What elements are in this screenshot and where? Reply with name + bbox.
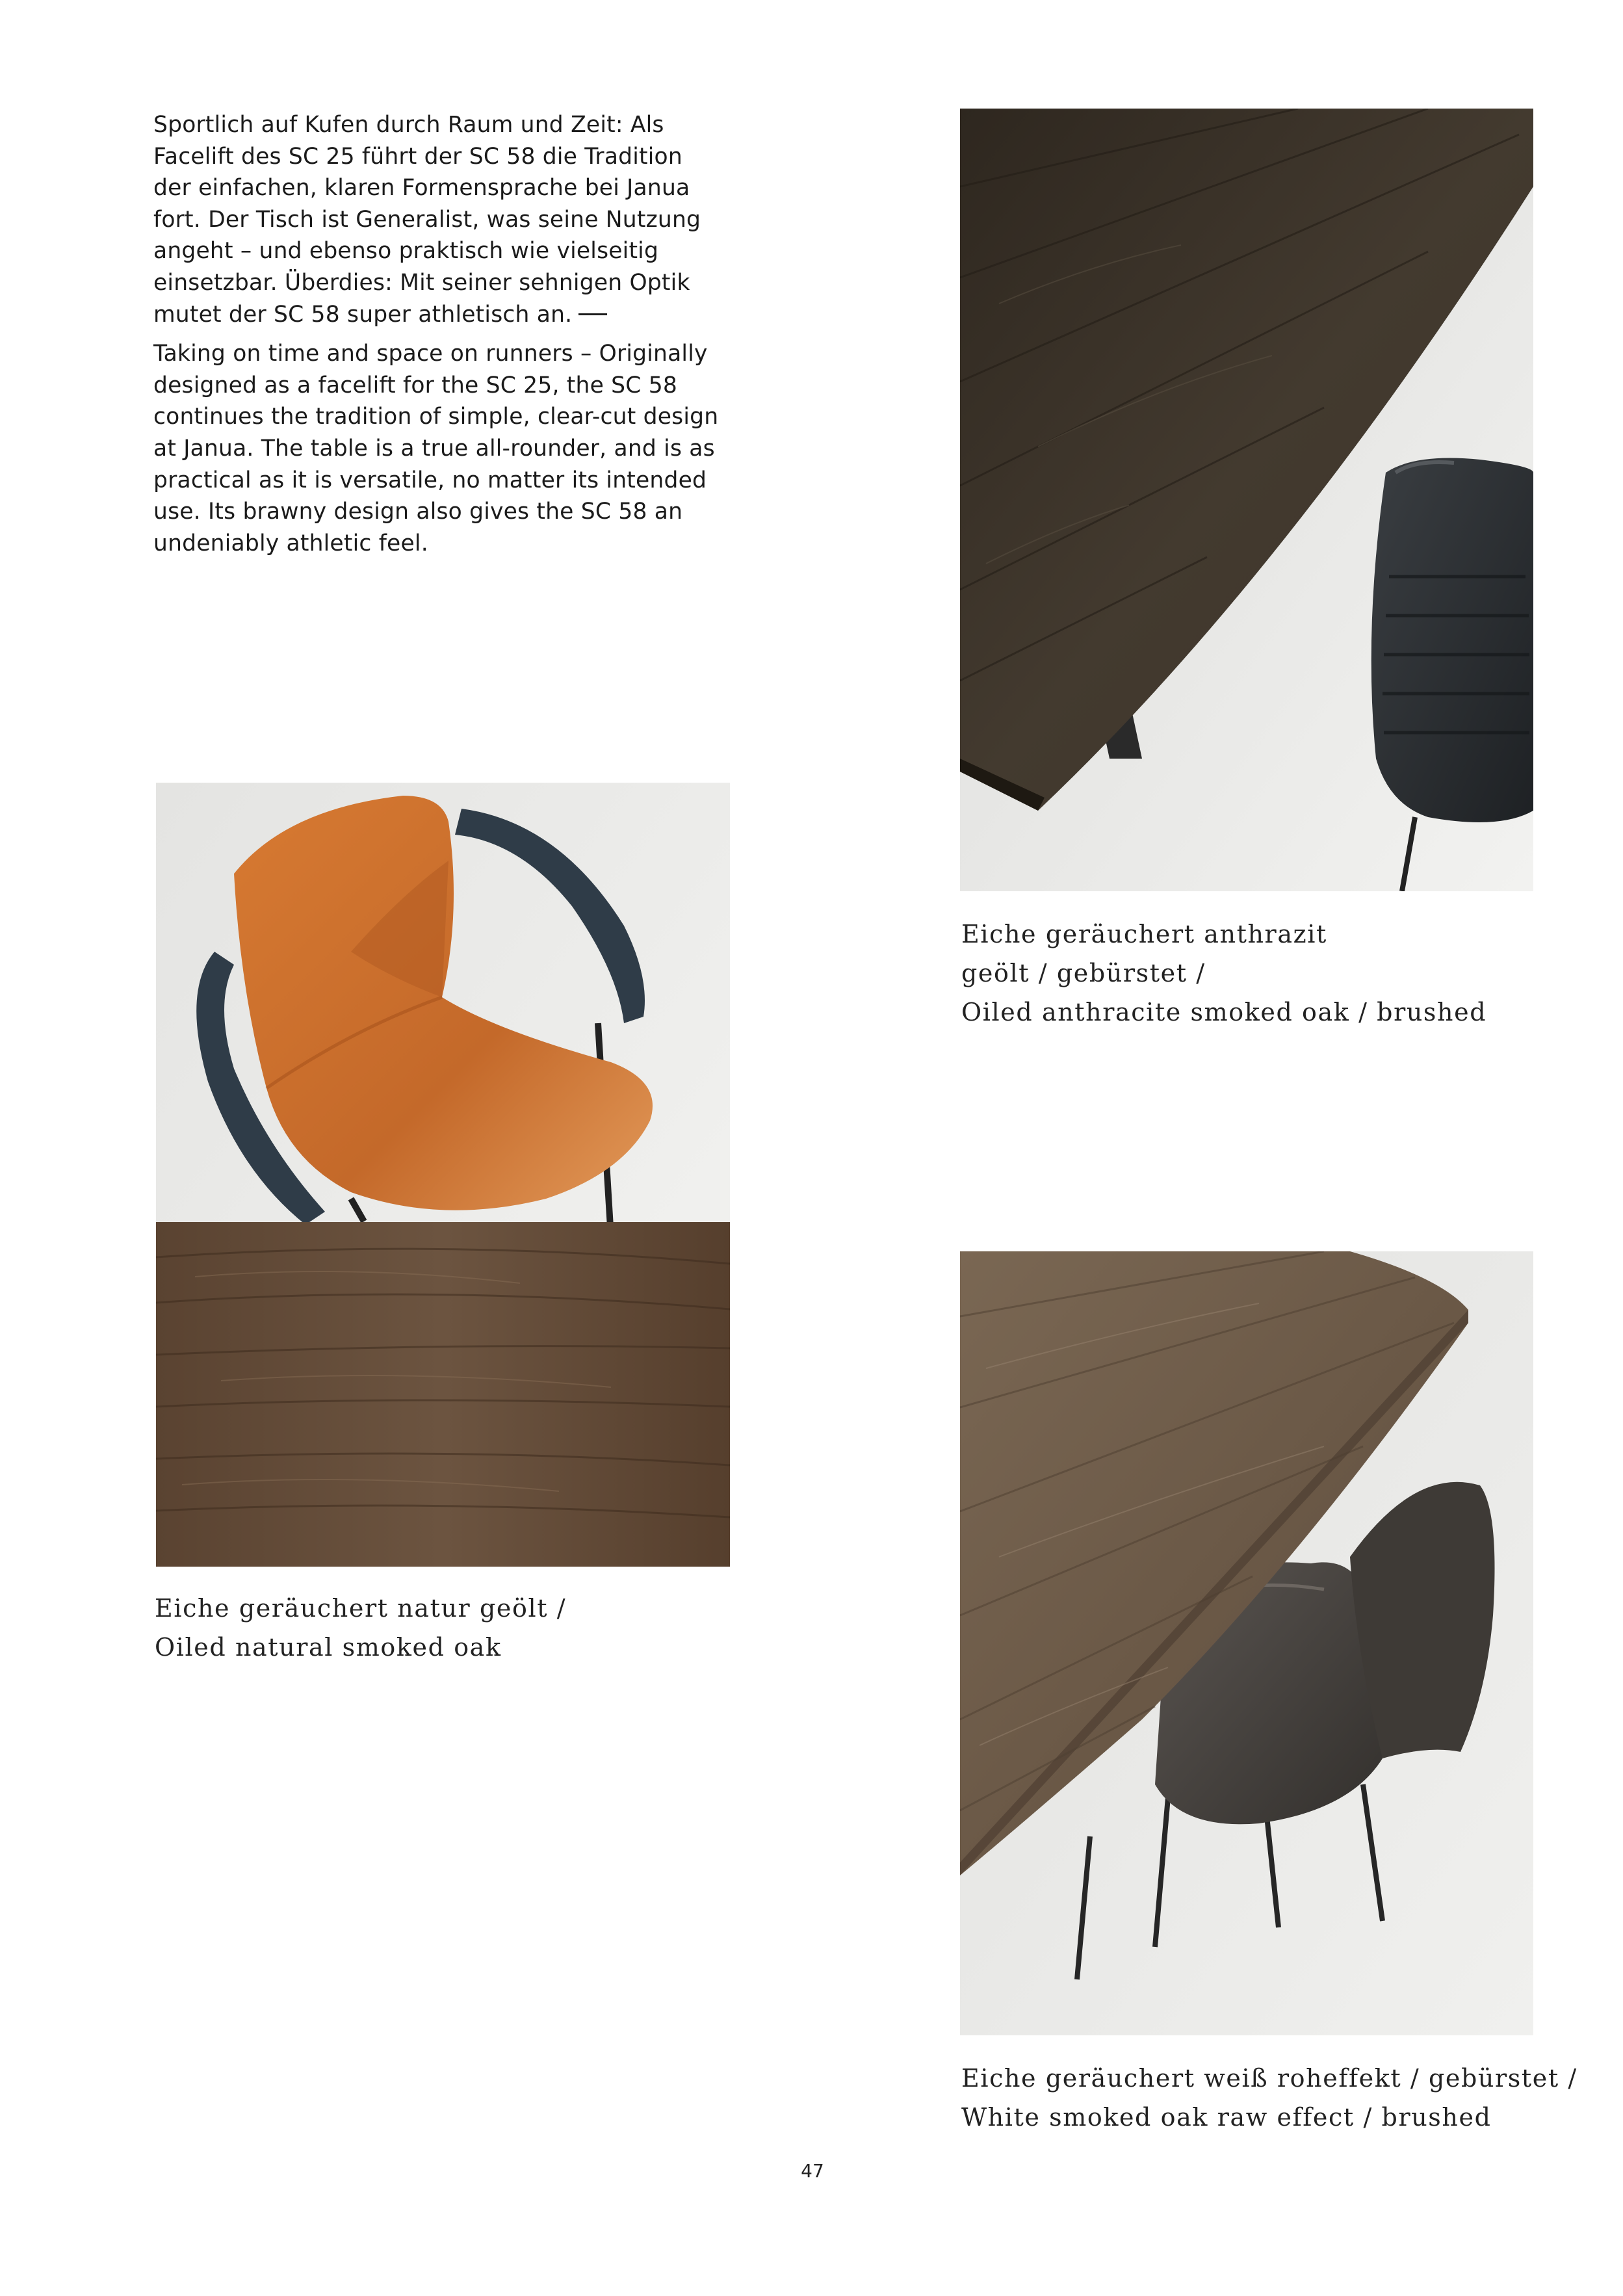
photo-anthracite-graphic — [960, 109, 1533, 891]
caption-natural-line2: Oiled natural smoked oak — [155, 1633, 502, 1662]
page-number: 47 — [801, 2160, 824, 2182]
intro-english: Taking on time and space on runners – Originally designed as a facelift for the SC 25, the SC 58 continues the tradition of simple, clear-cut design at Janua. The table is a true all-rounder, and is as practical as it is versatile, no matter its intended use. Its brawny design also gives the SC 58 an undeniably athletic feel. — [153, 341, 719, 556]
caption-white-line1: Eiche geräuchert weiß roheffekt / gebürstet / — [961, 2064, 1578, 2093]
intro-text — [153, 109, 725, 559]
caption-white — [961, 2059, 1578, 2137]
caption-anthracite — [961, 915, 1487, 1032]
intro-german-text: Sportlich auf Kufen durch Raum und Zeit: Als Facelift des SC 25 führt der SC 58 die Tradition der einfachen, klaren Formensprache bei Janua fort. Der Tisch ist Generalist, was seine Nutzung angeht – und ebenso praktisch wie vielseitig einsetzbar. Überdies: Mit seiner sehnigen Optik mutet der SC 58 super athletisch an. — [153, 112, 701, 328]
caption-natural — [155, 1589, 566, 1667]
caption-anthracite-line2: geölt / gebürstet / — [961, 959, 1206, 987]
end-mark — [578, 313, 607, 315]
caption-anthracite-line1: Eiche geräuchert anthrazit — [961, 920, 1327, 948]
photo-natural-graphic — [156, 783, 730, 1567]
caption-white-line2: White smoked oak raw effect / brushed — [961, 2103, 1492, 2132]
photo-white-oak-table — [960, 1251, 1533, 2035]
photo-white-graphic — [960, 1251, 1533, 2035]
caption-natural-line1: Eiche geräuchert natur geölt / — [155, 1594, 567, 1623]
caption-anthracite-line3: Oiled anthracite smoked oak / brushed — [961, 998, 1487, 1026]
photo-anthracite-oak-table — [960, 109, 1533, 891]
photo-natural-oak-table — [156, 783, 730, 1567]
intro-german — [153, 109, 725, 330]
